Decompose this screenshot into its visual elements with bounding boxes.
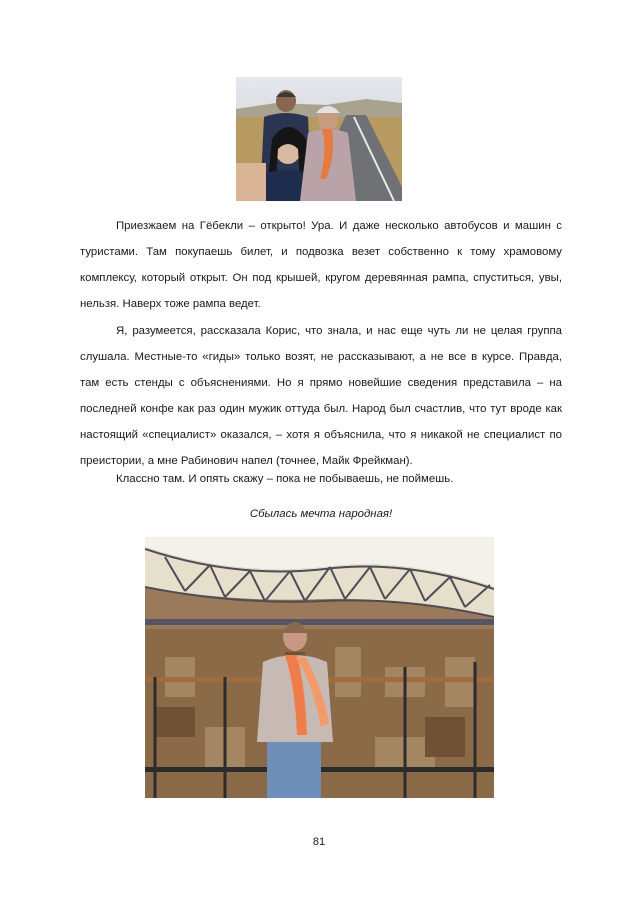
photo-caption: Сбылась мечта народная! — [249, 508, 393, 520]
paragraph-conclusion: Классно там. И опять скажу – пока не побываешь, не поймешь. — [116, 473, 454, 485]
selfie-photo — [236, 77, 402, 201]
page-number: 81 — [312, 836, 326, 848]
paragraph-arrival: Приезжаем на Гёбекли – открыто! Ура. И даже несколько автобусов и машин с туристами. Там покупаешь билет, и подвозка везет собственно к тому храмовому комплексу, который открыт. Он под крышей, кругом деревянная рампа, спуститься, увы, нельзя. Наверх тоже рампа ведет. — [80, 220, 562, 310]
excavation-photo — [145, 537, 494, 798]
paragraph-story: Я, разумеется, рассказала Корис, что знала, и нас еще чуть ли не целая группа слушала. Местные-то «гиды» только возят, не рассказывают, а не все в курсе. Правда, там есть стенды с объяснениями. Но я прямо новейшие сведения представила – на последней конфе как раз один мужик оттуда был. Народ был счастлив, что тут вроде как настоящий «специалист» оказался, – хотя я объяснила, что я никакой не специалист по преистории, а мне Рабинович напел (точнее, Майк Фрейкман). — [80, 325, 562, 467]
